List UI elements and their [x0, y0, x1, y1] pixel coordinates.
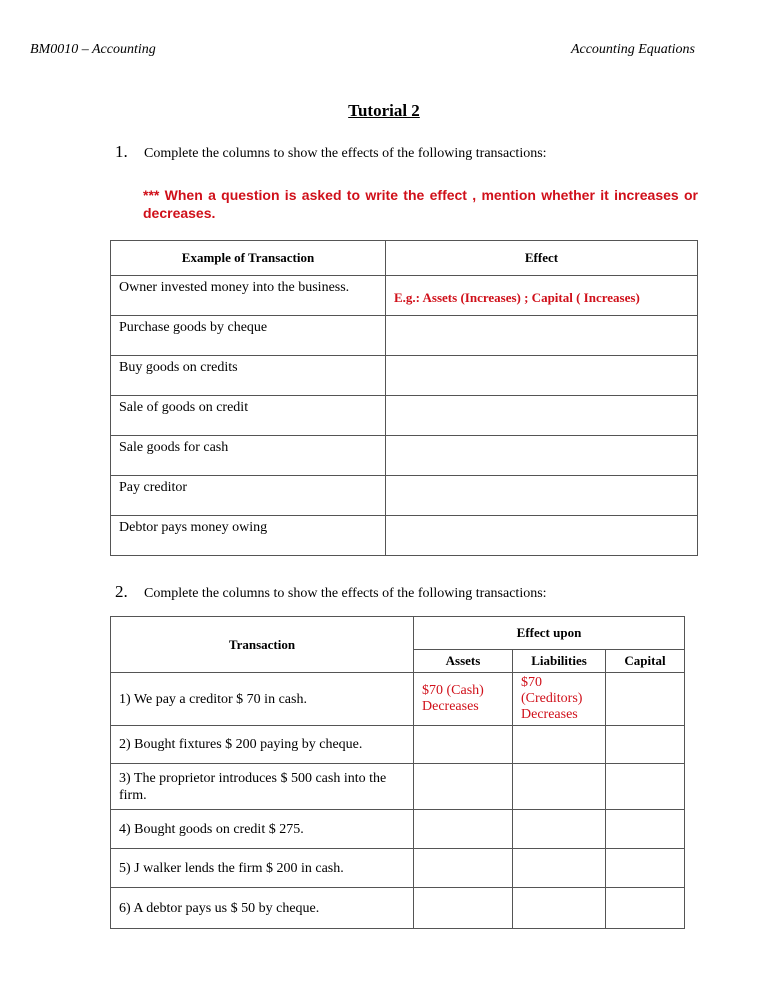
question-text: Complete the columns to show the effects of the following transactions:	[144, 586, 547, 601]
assets-cell[interactable]	[414, 849, 513, 888]
effect-cell[interactable]	[386, 436, 698, 476]
transaction-cell: 3) The proprietor introduces $ 500 cash into the firm.	[111, 764, 414, 810]
col-header: Liabilities	[513, 650, 606, 673]
transaction-cell: Sale of goods on credit	[111, 396, 386, 436]
table-row	[111, 476, 698, 516]
transaction-cell: Pay creditor	[111, 476, 386, 516]
header-topic: Accounting Equations	[570, 42, 695, 57]
instruction-note: *** When a question is asked to write the effect , mention whether it increases or decreases.	[143, 187, 698, 221]
transaction-cell: Sale goods for cash	[111, 436, 386, 476]
table-row	[111, 673, 685, 726]
effect-upon-table	[110, 616, 685, 929]
assets-cell[interactable]	[414, 726, 513, 764]
table-row	[111, 436, 698, 476]
question-2	[115, 582, 547, 602]
col-header: Effect	[386, 241, 698, 276]
col-header-group: Effect upon	[414, 617, 685, 650]
table-row	[111, 726, 685, 764]
capital-cell[interactable]	[606, 888, 685, 929]
effect-cell[interactable]: E.g.: Assets (Increases) ; Capital ( Increases)	[386, 276, 698, 316]
transaction-cell: Debtor pays money owing	[111, 516, 386, 556]
capital-cell[interactable]	[606, 726, 685, 764]
table-row	[111, 516, 698, 556]
transaction-cell: 1) We pay a creditor $ 70 in cash.	[111, 673, 414, 726]
table-row	[111, 396, 698, 436]
transaction-effect-table	[110, 240, 698, 556]
liabilities-cell[interactable]	[513, 810, 606, 849]
transaction-cell: 2) Bought fixtures $ 200 paying by cheque.	[111, 726, 414, 764]
col-header: Assets	[414, 650, 513, 673]
capital-cell[interactable]	[606, 764, 685, 810]
header-course: BM0010 – Accounting	[30, 42, 156, 57]
question-text: Complete the columns to show the effects of the following transactions:	[144, 146, 547, 161]
page-title: Tutorial 2	[348, 101, 420, 120]
capital-cell[interactable]	[606, 810, 685, 849]
effect-cell[interactable]	[386, 316, 698, 356]
effect-cell[interactable]	[386, 356, 698, 396]
table-row	[111, 810, 685, 849]
question-number: 2.	[115, 582, 128, 601]
liabilities-cell[interactable]	[513, 726, 606, 764]
effect-cell[interactable]	[386, 476, 698, 516]
table-row	[111, 276, 698, 316]
transaction-cell: 5) J walker lends the firm $ 200 in cash.	[111, 849, 414, 888]
col-header: Capital	[606, 650, 685, 673]
table-row	[111, 849, 685, 888]
effect-cell[interactable]	[386, 396, 698, 436]
assets-cell[interactable]: $70 (Cash) Decreases	[414, 673, 513, 726]
table-row	[111, 316, 698, 356]
col-header: Transaction	[111, 617, 414, 673]
table-row	[111, 356, 698, 396]
liabilities-cell[interactable]	[513, 888, 606, 929]
liabilities-cell[interactable]	[513, 764, 606, 810]
assets-cell[interactable]	[414, 810, 513, 849]
liabilities-cell[interactable]: $70 (Creditors) Decreases	[513, 673, 606, 726]
transaction-cell: Buy goods on credits	[111, 356, 386, 396]
capital-cell[interactable]	[606, 673, 685, 726]
capital-cell[interactable]	[606, 849, 685, 888]
assets-cell[interactable]	[414, 888, 513, 929]
transaction-cell: 4) Bought goods on credit $ 275.	[111, 810, 414, 849]
assets-cell[interactable]	[414, 764, 513, 810]
table-row	[111, 888, 685, 929]
table-row	[111, 764, 685, 810]
question-1	[115, 142, 547, 162]
question-number: 1.	[115, 142, 128, 161]
transaction-cell: Owner invested money into the business.	[111, 276, 386, 316]
transaction-cell: Purchase goods by cheque	[111, 316, 386, 356]
effect-cell[interactable]	[386, 516, 698, 556]
col-header: Example of Transaction	[111, 241, 386, 276]
liabilities-cell[interactable]	[513, 849, 606, 888]
transaction-cell: 6) A debtor pays us $ 50 by cheque.	[111, 888, 414, 929]
